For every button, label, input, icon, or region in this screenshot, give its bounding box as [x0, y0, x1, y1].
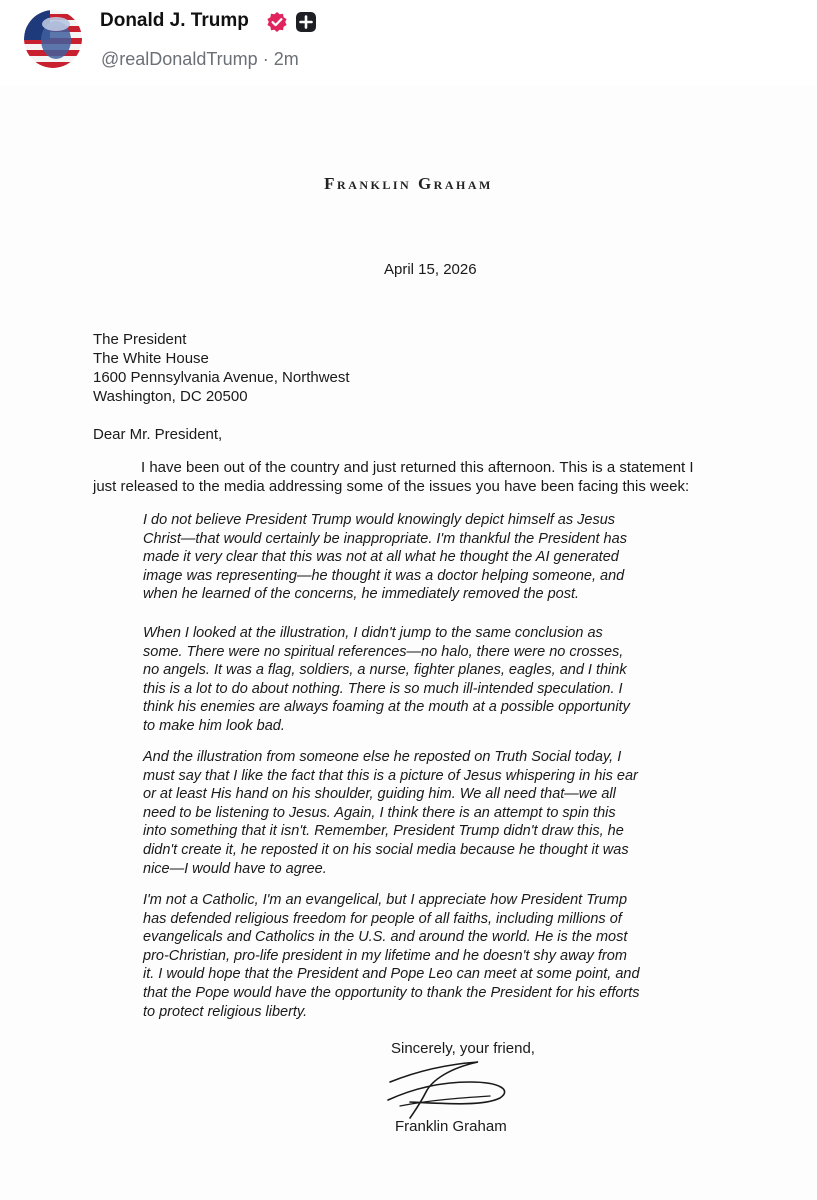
- quote-paragraph-2: [143, 624, 723, 736]
- closing: Sincerely, your friend,: [391, 1040, 535, 1057]
- quote-paragraph-1: [143, 511, 723, 604]
- quote-line: to protect religious liberty.: [143, 1003, 308, 1020]
- post-timestamp[interactable]: 2m: [273, 49, 299, 69]
- salutation: Dear Mr. President,: [93, 426, 223, 443]
- quote-line: made it very clear that this was not at all what he thought the AI generated: [143, 549, 619, 566]
- quote-line: image was representing—he thought it was a doctor helping someone, and: [143, 567, 625, 584]
- quote-line: to make him look bad.: [143, 717, 285, 734]
- quote-line: pro-Christian, pro-life president in my lifetime and he doesn't shy away from: [143, 947, 627, 964]
- address-line: 1600 Pennsylvania Avenue, Northwest: [93, 369, 350, 386]
- quote-line: I'm not a Catholic, I'm an evangelical, but I appreciate how President Trump: [143, 892, 628, 908]
- post-header: [0, 0, 817, 86]
- author-handle[interactable]: @realDonaldTrump: [101, 49, 258, 69]
- quote-line: must say that I like the fact that this is a picture of Jesus whispering in his ear: [143, 767, 638, 784]
- quote-line: some. There were no spiritual references—no halo, there were no crosses,: [143, 643, 624, 660]
- quote-line: And the illustration from someone else he reposted on Truth Social today, I: [143, 749, 622, 765]
- letter-image[interactable]: [0, 86, 817, 1200]
- avatar-image: [24, 10, 82, 68]
- quote-line: into something that it isn't. Remember, President Trump didn't draw this, he: [143, 823, 624, 840]
- quote-line: it. I would hope that the President and Pope Leo can meet at some point, and: [143, 966, 640, 983]
- quote-line: has defended religious freedom for people of all faiths, including millions of: [143, 910, 622, 927]
- quote-line: when he learned of the concerns, he immediately removed the post.: [143, 586, 580, 603]
- letterhead: Franklin Graham: [324, 174, 493, 193]
- handwritten-signature: [380, 1060, 520, 1120]
- intro-line: I have been out of the country and just returned this afternoon. This is a statement I: [141, 459, 694, 476]
- intro-paragraph: [93, 458, 741, 496]
- quote-line: nice—I would have to agree.: [143, 860, 327, 877]
- signer-name: Franklin Graham: [395, 1118, 507, 1135]
- post-meta: [101, 49, 299, 70]
- avatar[interactable]: [24, 10, 82, 68]
- quote-paragraph-3: [143, 748, 723, 878]
- author-name[interactable]: Donald J. Trump: [100, 10, 249, 31]
- recipient-address: [93, 330, 350, 406]
- intro-line: just released to the media addressing some of the issues you have been facing this week:: [93, 478, 690, 495]
- quote-line: this is a lot to do about nothing. There is so much ill-intended speculation. I: [143, 680, 623, 697]
- address-line: The White House: [93, 350, 209, 367]
- quote-line: that the Pope would have the opportunity to thank the President for his efforts: [143, 984, 640, 1001]
- address-line: Washington, DC 20500: [93, 388, 248, 405]
- quote-line: evangelicals and Catholics in the U.S. and around the world. He is the most: [143, 929, 628, 946]
- address-line: The President: [93, 331, 187, 348]
- quote-line: Christ—that would certainly be inappropriate. I'm thankful the President has: [143, 530, 627, 547]
- quote-line: I do not believe President Trump would knowingly depict himself as Jesus: [143, 512, 616, 528]
- quote-line: When I looked at the illustration, I didn't jump to the same conclusion as: [143, 625, 603, 641]
- quote-line: or at least His hand on his shoulder, guiding him. We all need that—we all: [143, 786, 616, 803]
- verified-badge-icon: [266, 11, 288, 33]
- quote-line: think his enemies are always foaming at the mouth at a possible opportunity: [143, 699, 630, 716]
- plus-square-icon[interactable]: [295, 11, 317, 33]
- quote-paragraph-4: [143, 891, 723, 1021]
- quote-line: no angels. It was a flag, soldiers, a nurse, fighter planes, eagles, and I think: [143, 662, 627, 679]
- quote-line: didn't create it, he reposted it on his social media because he thought it was: [143, 841, 629, 858]
- quote-line: need to be listening to Jesus. Again, I think there is an attempt to spin this: [143, 804, 616, 821]
- meta-separator: ·: [262, 49, 269, 69]
- letter-date: April 15, 2026: [384, 261, 477, 278]
